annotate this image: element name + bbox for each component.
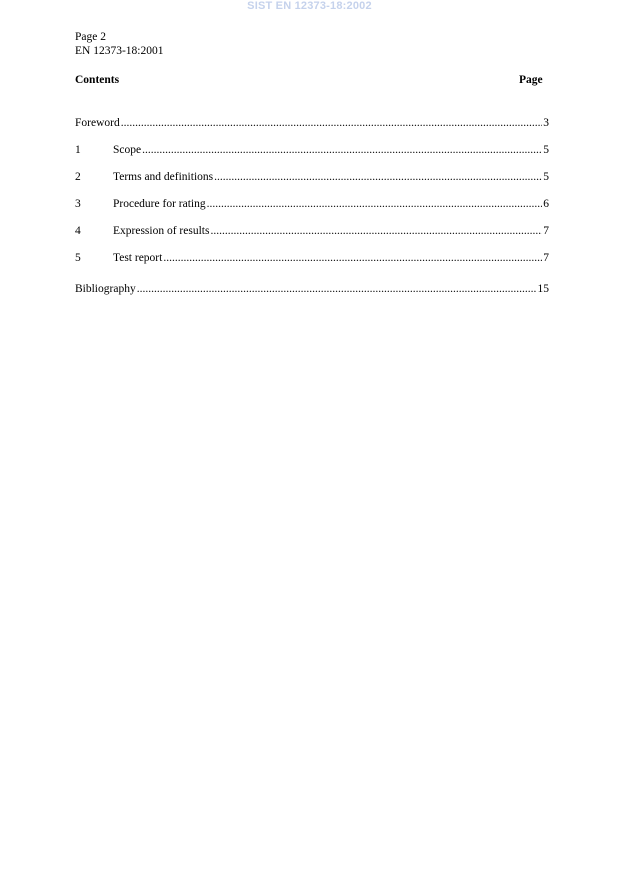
toc-entry-label: Bibliography: [75, 283, 136, 295]
contents-page-label: Page: [519, 74, 543, 86]
toc-leader-dots: [137, 282, 537, 296]
toc-entry-label: Procedure for rating: [113, 198, 206, 210]
toc-entry-number: 1: [75, 144, 81, 156]
toc-entry-page: 15: [537, 283, 549, 295]
toc-leader-dots: [142, 143, 542, 157]
toc-entry-number: 4: [75, 225, 81, 237]
toc-entry-page: 7: [543, 252, 549, 264]
toc-entry-page: 7: [543, 225, 549, 237]
toc-leader-dots: [210, 224, 542, 238]
watermark: SIST EN 12373-18:2002: [247, 0, 372, 12]
toc-entry-page: 3: [543, 117, 549, 129]
toc-entry-number: 2: [75, 171, 81, 183]
standard-id: EN 12373-18:2001: [75, 45, 164, 57]
page-header: [75, 30, 163, 58]
toc-entry-scope[interactable]: [75, 143, 549, 157]
toc-entry-procedure[interactable]: [75, 197, 549, 211]
toc-leader-dots: [207, 197, 543, 211]
contents-title: Contents: [75, 74, 120, 86]
toc-leader-dots: [163, 251, 542, 265]
toc-entry-label: Expression of results: [113, 225, 210, 237]
toc-leader-dots: [121, 116, 543, 130]
toc-entry-label: Terms and definitions: [113, 171, 214, 183]
toc-entry-terms[interactable]: [75, 170, 549, 184]
toc-entry-number: 3: [75, 198, 81, 210]
toc-entry-page: 5: [543, 171, 549, 183]
toc-entry-bibliography[interactable]: [75, 282, 549, 296]
toc-entry-page: 6: [543, 198, 549, 210]
toc-entry-label: Scope: [113, 144, 142, 156]
toc-entry-number: 5: [75, 252, 81, 264]
toc-entry-page: 5: [543, 144, 549, 156]
toc-entry-label: Test report: [113, 252, 163, 264]
toc-entry-test-report[interactable]: [75, 251, 549, 265]
toc-entry-foreword[interactable]: [75, 116, 549, 130]
page-number: Page 2: [75, 31, 106, 43]
toc-leader-dots: [214, 170, 542, 184]
toc-entry-expression[interactable]: [75, 224, 549, 238]
toc-entry-label: Foreword: [75, 117, 120, 129]
